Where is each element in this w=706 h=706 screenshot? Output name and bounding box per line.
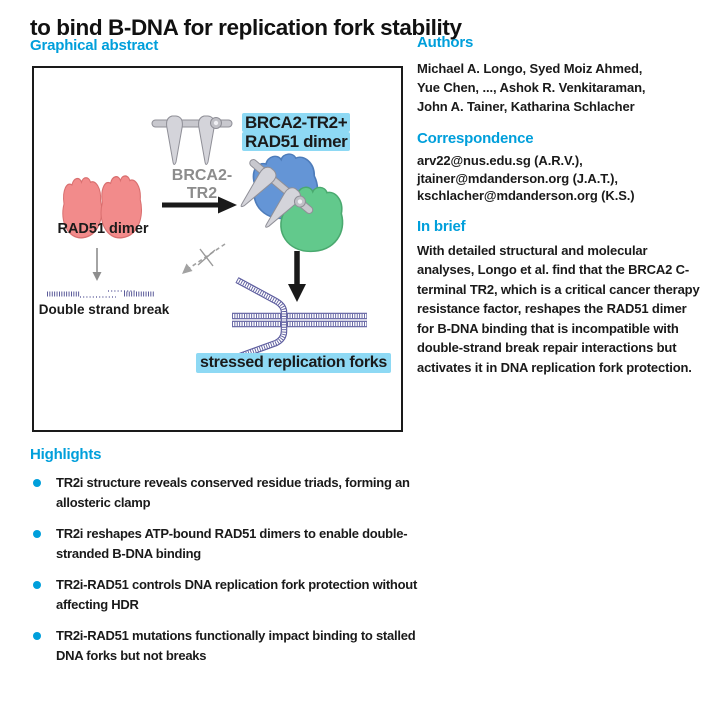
author-line: John A. Tainer, Katharina Schlacher (417, 99, 635, 114)
in-brief-heading: In brief (417, 217, 466, 235)
blocked-path-arrow (182, 244, 225, 274)
email-link[interactable]: kschlacher@mdanderson.org (K.S.) (417, 188, 635, 203)
highlights-heading: Highlights (30, 446, 102, 463)
author-names (417, 59, 703, 116)
graphical-abstract-figure (32, 66, 403, 432)
info-column (417, 34, 703, 377)
highlights-section (30, 446, 435, 677)
highlights-list (30, 473, 435, 666)
authors-heading: Authors (417, 34, 474, 51)
correspondence-emails (417, 152, 703, 205)
email-link[interactable]: arv22@nus.edu.sg (A.R.V.), (417, 153, 583, 168)
highlight-item: TR2i-RAD51 controls DNA replication fork protection without affecting HDR (30, 575, 431, 615)
correspondence-heading: Correspondence (417, 130, 534, 147)
email-link[interactable]: jtainer@mdanderson.org (J.A.T.), (417, 170, 618, 186)
graphical-abstract-heading: Graphical abstract (30, 37, 159, 54)
reaction-arrow-down (288, 251, 306, 302)
highlight-item: TR2i-RAD51 mutations functionally impact binding to stalled DNA forks but not breaks (30, 626, 431, 666)
stressed-forks-label: stressed replication forks (196, 353, 391, 373)
author-line: Yue Chen, ..., Ashok R. Venkitaraman, (417, 80, 646, 95)
author-line: Michael A. Longo, Syed Moiz Ahmed, (417, 61, 643, 76)
page-title: to bind B-DNA for replication fork stability (30, 15, 462, 41)
brca2-tr2-label: BRCA2- TR2 (171, 167, 233, 202)
rad51-dimer-label: RAD51 dimer (57, 221, 149, 237)
gray-down-arrow (93, 248, 102, 281)
highlight-item: TR2i reshapes ATP-bound RAD51 dimers to enable double-stranded B-DNA binding (30, 524, 431, 564)
complex-label: BRCA2-TR2+ RAD51 dimer (242, 113, 350, 151)
brca2-tr2-clamp-icon (152, 116, 232, 165)
in-brief-text: With detailed structural and molecular analyses, Longo et al. find that the BRCA2 C-terminal TR2, which is a critical cancer therapy resistance factor, reshapes the RAD51 dimer for B-DNA binding that is incompatible with double-strand break repair interactions but activates it in DNA replication fork protection. (417, 242, 700, 375)
highlight-item: TR2i structure reveals conserved residue triads, forming an allosteric clamp (30, 473, 431, 513)
double-strand-break-label: Double strand break (38, 302, 170, 317)
double-strand-break-shape (47, 291, 155, 297)
